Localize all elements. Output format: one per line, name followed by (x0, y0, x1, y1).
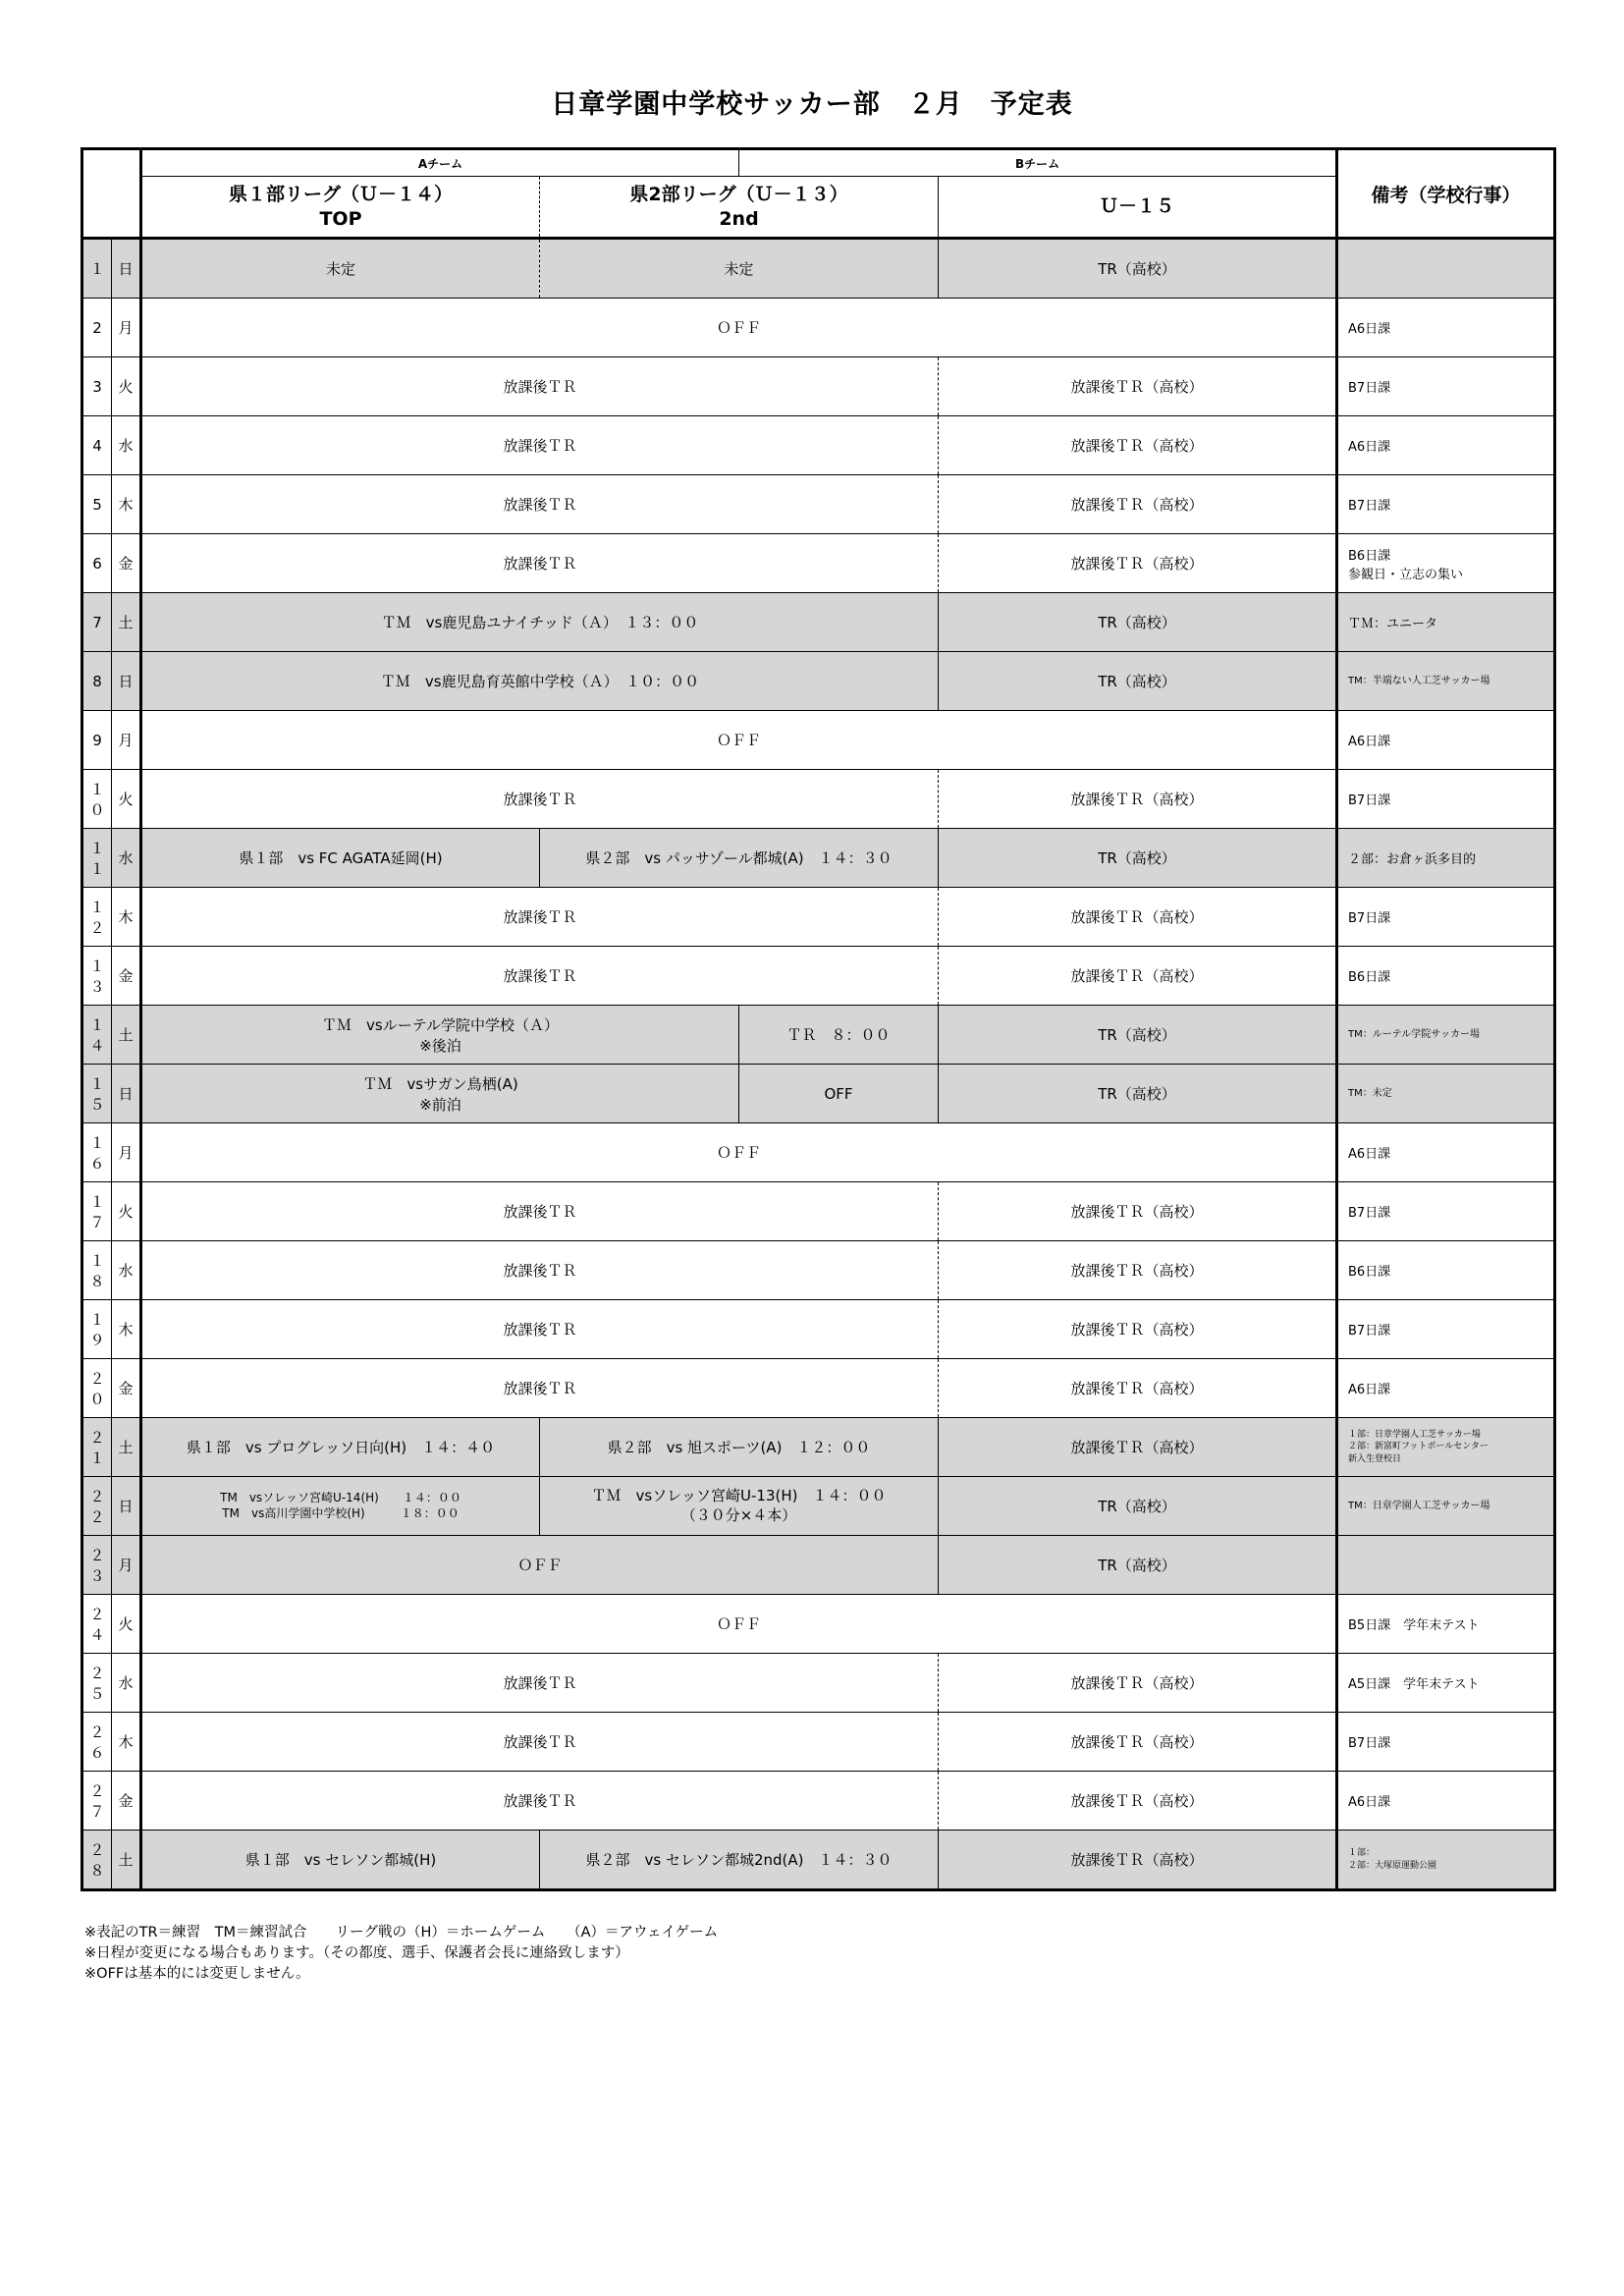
u15-cell: TR（高校） (939, 1006, 1337, 1065)
weekday-cell: 土 (112, 1006, 141, 1065)
a-team-cell: 放課後ＴＲ (141, 888, 939, 947)
note-cell (1337, 1536, 1555, 1595)
footnote-legend: ※表記のTR＝練習 TM＝練習試合 リーグ戦の（H）＝ホームゲーム （A）＝アウェイゲーム (84, 1925, 719, 1941)
u15-cell: TR（高校） (939, 239, 1337, 299)
u15-cell: 放課後ＴＲ（高校） (939, 947, 1337, 1006)
date-cell: ２２ (82, 1477, 112, 1536)
a-team-cell: 放課後ＴＲ (141, 416, 939, 475)
weekday-cell: 水 (112, 1654, 141, 1713)
u15-cell: 放課後ＴＲ（高校） (939, 1418, 1337, 1477)
match-line: TM vsソレッソ宮崎U-14(H) １４：００ (220, 1490, 461, 1504)
weekday-cell: 月 (112, 711, 141, 770)
header-col-u15: Ｕ－１５ (939, 177, 1337, 239)
all-teams-cell: ＯＦＦ (141, 299, 1337, 357)
date-cell: １９ (82, 1300, 112, 1359)
day-row (82, 652, 1555, 711)
match-line: ＴＭ vsルーテル学院中学校（Ａ） (322, 1015, 559, 1034)
u15-cell: 放課後ＴＲ（高校） (939, 770, 1337, 829)
weekday-cell: 日 (112, 239, 141, 299)
note-cell: B7日課 (1337, 1300, 1555, 1359)
header-category-row (82, 177, 1555, 239)
header-col-u14 (141, 177, 540, 239)
date-cell: ２７ (82, 1772, 112, 1831)
day-row (82, 1713, 1555, 1772)
u14-cell: 県１部 vs プログレッソ日向(H) １４：４０ (141, 1418, 540, 1477)
all-teams-cell: ＯＦＦ (141, 711, 1337, 770)
a-team-cell: 放課後ＴＲ (141, 1654, 939, 1713)
note-cell: B7日課 (1337, 357, 1555, 416)
note-cell: A6日課 (1337, 711, 1555, 770)
date-cell: １１ (82, 829, 112, 888)
date-cell: １３ (82, 947, 112, 1006)
match-line: ＴＭ vsサガン鳥栖(A) (362, 1074, 518, 1093)
note-cell: B7日課 (1337, 770, 1555, 829)
weekday-cell: 土 (112, 1418, 141, 1477)
day-row (82, 1182, 1555, 1241)
all-teams-cell: ＯＦＦ (141, 1595, 1337, 1654)
note-cell (1337, 1831, 1555, 1890)
footnote-off-policy: ※OFFは基本的には変更しません。 (84, 1966, 310, 1982)
day-row (82, 534, 1555, 593)
weekday-cell: 金 (112, 534, 141, 593)
date-cell: ２８ (82, 1831, 112, 1890)
a-team-cell: 放課後ＴＲ (141, 1300, 939, 1359)
day-row (82, 1418, 1555, 1477)
u15-cell: 放課後ＴＲ（高校） (939, 1241, 1337, 1300)
a-team-cell: 放課後ＴＲ (141, 1772, 939, 1831)
header-col-u14-sub: TOP (319, 207, 362, 230)
note-cell: B6日課 (1337, 947, 1555, 1006)
weekday-cell: 金 (112, 1772, 141, 1831)
note-cell: TM：半端ない人工芝サッカー場 (1337, 652, 1555, 711)
u15-cell: 放課後ＴＲ（高校） (939, 1713, 1337, 1772)
date-cell: 5 (82, 475, 112, 534)
date-cell: 3 (82, 357, 112, 416)
date-cell: １５ (82, 1065, 112, 1123)
day-row (82, 1123, 1555, 1182)
u14-cell: 県１部 vs セレソン都城(H) (141, 1831, 540, 1890)
date-cell: 2 (82, 299, 112, 357)
a-team-cell: 放課後ＴＲ (141, 1713, 939, 1772)
match-note: （３０分×４本） (680, 1505, 797, 1524)
a-team-cell: 放課後ＴＲ (141, 1241, 939, 1300)
weekday-cell: 金 (112, 947, 141, 1006)
footnotes (84, 1923, 718, 1985)
day-row (82, 475, 1555, 534)
day-row (82, 1065, 1555, 1123)
a-team-top-cell (141, 1065, 739, 1123)
u15-cell: 放課後ＴＲ（高校） (939, 475, 1337, 534)
note-cell: B5日課 学年末テスト (1337, 1595, 1555, 1654)
day-row (82, 1300, 1555, 1359)
a-team-cell: 放課後ＴＲ (141, 534, 939, 593)
date-cell: 4 (82, 416, 112, 475)
weekday-cell: 木 (112, 888, 141, 947)
u15-cell: 放課後ＴＲ（高校） (939, 1654, 1337, 1713)
note-cell: ２部：お倉ヶ浜多目的 (1337, 829, 1555, 888)
weekday-cell: 火 (112, 770, 141, 829)
u13-cell (540, 1477, 939, 1536)
date-cell: １８ (82, 1241, 112, 1300)
note-cell: A6日課 (1337, 416, 1555, 475)
header-team-b: Bチーム (739, 149, 1337, 177)
date-cell: 6 (82, 534, 112, 593)
u15-cell: 放課後ＴＲ（高校） (939, 1359, 1337, 1418)
a-team-cell: ＯＦＦ (141, 1536, 939, 1595)
date-cell: ２１ (82, 1418, 112, 1477)
match-note: ※後泊 (419, 1036, 461, 1055)
u15-cell: 放課後ＴＲ（高校） (939, 1300, 1337, 1359)
note-line: ２部：新富町フットボールセンター (1348, 1442, 1489, 1452)
date-cell: １０ (82, 770, 112, 829)
a-team-cell: ＴＭ vs鹿児島育英館中学校（Ａ） １０：００ (141, 652, 939, 711)
note-cell (1337, 1418, 1555, 1477)
day-row (82, 593, 1555, 652)
u15-cell: TR（高校） (939, 652, 1337, 711)
u15-cell: 放課後ＴＲ（高校） (939, 534, 1337, 593)
day-row (82, 1241, 1555, 1300)
date-cell: ２６ (82, 1713, 112, 1772)
note-cell: B7日課 (1337, 888, 1555, 947)
header-team-a: Aチーム (141, 149, 739, 177)
weekday-cell: 木 (112, 475, 141, 534)
day-row (82, 357, 1555, 416)
note-line: １部：日章学園人工芝サッカー場 (1348, 1430, 1481, 1441)
a-team-cell: 放課後ＴＲ (141, 1359, 939, 1418)
footnote-change-notice: ※日程が変更になる場合もあります。（その都度、選手、保護者会長に連絡致します） (84, 1945, 629, 1961)
date-cell: １７ (82, 1182, 112, 1241)
date-cell: ２０ (82, 1359, 112, 1418)
day-row (82, 1831, 1555, 1890)
a-team-cell: 放課後ＴＲ (141, 1182, 939, 1241)
note-cell: A6日課 (1337, 1772, 1555, 1831)
weekday-cell: 火 (112, 1595, 141, 1654)
u15-cell: TR（高校） (939, 1536, 1337, 1595)
u15-cell: TR（高校） (939, 1065, 1337, 1123)
date-cell: ２４ (82, 1595, 112, 1654)
date-cell: 8 (82, 652, 112, 711)
note-cell: B7日課 (1337, 1182, 1555, 1241)
a-team-cell: 放課後ＴＲ (141, 357, 939, 416)
u15-cell: TR（高校） (939, 1477, 1337, 1536)
header-col-u14-title: 県１部リーグ（Ｕ－１４） (228, 183, 453, 205)
note-cell (1337, 239, 1555, 299)
a-team-2nd-cell: OFF (739, 1065, 939, 1123)
day-row (82, 770, 1555, 829)
note-line: B6日課 (1348, 548, 1391, 564)
a-team-2nd-cell: ＴＲ ８：００ (739, 1006, 939, 1065)
note-cell: A6日課 (1337, 1359, 1555, 1418)
note-cell: A5日課 学年末テスト (1337, 1654, 1555, 1713)
weekday-cell: 日 (112, 1065, 141, 1123)
u14-cell: 未定 (141, 239, 540, 299)
match-line: TM vs高川学園中学校(H) １８：００ (222, 1505, 460, 1520)
header-col-u13 (540, 177, 939, 239)
date-cell: 9 (82, 711, 112, 770)
weekday-cell: 水 (112, 416, 141, 475)
weekday-cell: 水 (112, 829, 141, 888)
date-cell: １６ (82, 1123, 112, 1182)
weekday-cell: 月 (112, 1536, 141, 1595)
weekday-cell: 水 (112, 1241, 141, 1300)
a-team-cell: 放課後ＴＲ (141, 475, 939, 534)
note-cell (1337, 534, 1555, 593)
day-row (82, 1477, 1555, 1536)
weekday-cell: 火 (112, 1182, 141, 1241)
date-cell: 7 (82, 593, 112, 652)
u15-cell: 放課後ＴＲ（高校） (939, 1831, 1337, 1890)
match-line: ＴＭ vsソレッソ宮崎U-13(H) １４：００ (591, 1487, 887, 1504)
weekday-cell: 日 (112, 1477, 141, 1536)
a-team-top-cell (141, 1006, 739, 1065)
header-team-row (82, 149, 1555, 177)
u13-cell: 県２部 vs パッサゾール都城(A) １４：３０ (540, 829, 939, 888)
day-row (82, 1359, 1555, 1418)
u13-cell: 県２部 vs セレソン都城2nd(A) １４：３０ (540, 1831, 939, 1890)
weekday-cell: 木 (112, 1300, 141, 1359)
schedule-table (81, 147, 1556, 1891)
u15-cell: TR（高校） (939, 593, 1337, 652)
day-row (82, 947, 1555, 1006)
day-row (82, 1595, 1555, 1654)
weekday-cell: 木 (112, 1713, 141, 1772)
note-cell: B6日課 (1337, 1241, 1555, 1300)
day-row (82, 888, 1555, 947)
weekday-cell: 金 (112, 1359, 141, 1418)
note-cell: A6日課 (1337, 1123, 1555, 1182)
weekday-cell: 月 (112, 1123, 141, 1182)
u15-cell: 放課後ＴＲ（高校） (939, 888, 1337, 947)
a-team-cell: 放課後ＴＲ (141, 947, 939, 1006)
day-row (82, 1006, 1555, 1065)
note-cell: B7日課 (1337, 475, 1555, 534)
u15-cell: 放課後ＴＲ（高校） (939, 1772, 1337, 1831)
note-line: ２部：大塚原運動公園 (1348, 1860, 1437, 1871)
note-cell: TM：ルーテル学院サッカー場 (1337, 1006, 1555, 1065)
header-col-u13-title: 県2部リーグ（Ｕ－１３） (629, 183, 848, 205)
weekday-cell: 土 (112, 1831, 141, 1890)
note-cell: ＴＭ：ユニータ (1337, 593, 1555, 652)
note-line: 参観日・立志の集い (1348, 567, 1464, 582)
date-cell: ２５ (82, 1654, 112, 1713)
weekday-cell: 月 (112, 299, 141, 357)
note-cell: TM：日章学園人工芝サッカー場 (1337, 1477, 1555, 1536)
weekday-cell: 火 (112, 357, 141, 416)
note-cell: B7日課 (1337, 1713, 1555, 1772)
page-title: 日章学園中学校サッカー部 ２月 予定表 (551, 89, 1073, 120)
all-teams-cell: ＯＦＦ (141, 1123, 1337, 1182)
header-notes: 備考（学校行事） (1337, 149, 1555, 239)
note-cell: TM：未定 (1337, 1065, 1555, 1123)
note-line: １部： (1348, 1848, 1376, 1859)
note-cell: A6日課 (1337, 299, 1555, 357)
u15-cell: 放課後ＴＲ（高校） (939, 357, 1337, 416)
a-team-cell: 放課後ＴＲ (141, 770, 939, 829)
u14-cell: 県１部 vs FC AGATA延岡(H) (141, 829, 540, 888)
day-row (82, 299, 1555, 357)
date-cell: １４ (82, 1006, 112, 1065)
day-row (82, 1654, 1555, 1713)
day-row (82, 1536, 1555, 1595)
header-corner (82, 149, 141, 239)
match-note: ※前泊 (419, 1095, 461, 1114)
day-row (82, 239, 1555, 299)
u15-cell: 放課後ＴＲ（高校） (939, 416, 1337, 475)
day-row (82, 416, 1555, 475)
date-cell: １ (82, 239, 112, 299)
u14-cell (141, 1477, 540, 1536)
header-col-u13-sub: 2nd (719, 207, 759, 230)
day-row (82, 711, 1555, 770)
u13-cell: 県２部 vs 旭スポーツ(A) １２：００ (540, 1418, 939, 1477)
date-cell: １２ (82, 888, 112, 947)
u15-cell: 放課後ＴＲ（高校） (939, 1182, 1337, 1241)
date-cell: ２３ (82, 1536, 112, 1595)
u13-cell: 未定 (540, 239, 939, 299)
day-row (82, 829, 1555, 888)
weekday-cell: 土 (112, 593, 141, 652)
u15-cell: TR（高校） (939, 829, 1337, 888)
note-line: 新入生登校日 (1348, 1453, 1402, 1464)
weekday-cell: 日 (112, 652, 141, 711)
day-row (82, 1772, 1555, 1831)
a-team-cell: ＴＭ vs鹿児島ユナイチッド（Ａ） １３：００ (141, 593, 939, 652)
